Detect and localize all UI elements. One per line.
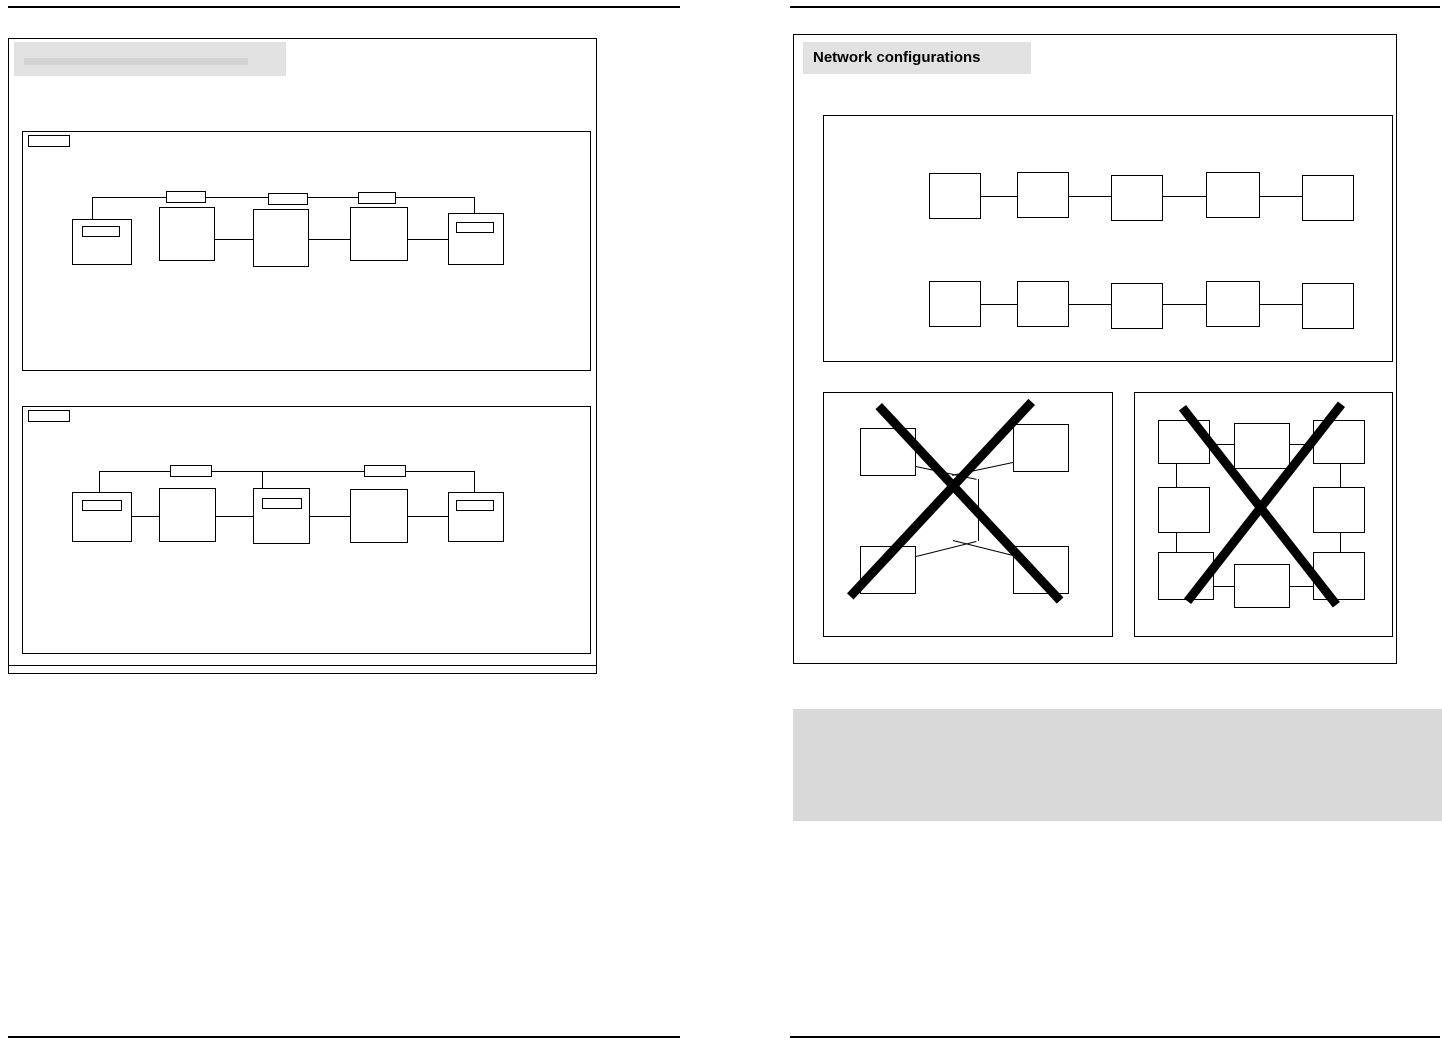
grid-b-link-3-5 <box>1340 464 1341 487</box>
upper-node-3 <box>253 209 309 267</box>
linear-row2-link-4-5 <box>1260 304 1302 305</box>
lower-link-3-4 <box>310 516 350 517</box>
upper-link-3-4 <box>309 239 350 240</box>
grid-b-link-6-7 <box>1214 586 1234 587</box>
lower-link-2-3 <box>216 516 253 517</box>
header-rule-left <box>8 6 680 8</box>
linear-row1-node-5 <box>1302 175 1354 221</box>
upper-panel-caption-tag <box>28 135 70 147</box>
linear-row2-link-2-3 <box>1069 304 1111 305</box>
lower-bus-tag-1 <box>170 465 212 477</box>
mesh-a-node-tr <box>1013 424 1069 472</box>
footer-rule-left <box>8 1036 680 1038</box>
grid-b-node-7 <box>1234 564 1290 608</box>
linear-row1-node-1 <box>929 173 981 219</box>
linear-row2-node-4 <box>1206 281 1260 327</box>
lower-node-2 <box>159 488 216 542</box>
lower-node-4 <box>350 489 408 543</box>
linear-row1-node-2 <box>1017 172 1069 218</box>
upper-bus-tag-3 <box>358 192 396 204</box>
upper-link-2-3 <box>215 239 253 240</box>
lower-bus-tag-2 <box>364 465 406 477</box>
grid-b-link-7-8 <box>1290 586 1313 587</box>
linear-row1-link-1-2 <box>981 196 1017 197</box>
footer-rule-right <box>790 1036 1440 1038</box>
linear-row1-node-4 <box>1206 172 1260 218</box>
figure-title: Network configurations <box>813 49 981 66</box>
upper-node-5 <box>448 213 504 265</box>
upper-node-2 <box>159 207 215 261</box>
grid-b-node-5 <box>1313 487 1365 533</box>
left-header-redacted-text <box>24 58 248 65</box>
upper-link-4-5 <box>408 239 448 240</box>
linear-row2-link-3-4 <box>1163 304 1206 305</box>
lower-link-4-5 <box>408 516 448 517</box>
grid-b-link-4-6 <box>1176 533 1177 552</box>
linear-row2-node-1 <box>929 281 981 327</box>
header-rule-right <box>790 6 1440 8</box>
grid-b-node-2 <box>1234 423 1290 469</box>
linear-row2-node-2 <box>1017 281 1069 327</box>
lower-node-3-tag <box>262 498 302 509</box>
upper-node-1-tag <box>82 226 120 237</box>
lower-node-1-tag <box>82 500 122 511</box>
lower-link-1-2 <box>132 516 159 517</box>
linear-row1-link-4-5 <box>1260 196 1302 197</box>
upper-node-5-tag <box>456 222 494 233</box>
grid-b-link-1-4 <box>1176 464 1177 487</box>
upper-bus-tag-1 <box>166 191 206 203</box>
lower-node-5-tag <box>456 500 494 511</box>
upper-node-4 <box>350 207 408 261</box>
linear-row1-link-2-3 <box>1069 196 1111 197</box>
upper-bus-tag-2 <box>268 193 308 205</box>
figure-caption-block <box>793 709 1442 821</box>
linear-row2-node-5 <box>1302 283 1354 329</box>
grid-b-node-4 <box>1158 487 1210 533</box>
linear-row2-node-3 <box>1111 283 1163 329</box>
grid-b-link-5-8 <box>1340 533 1341 552</box>
linear-row2-link-1-2 <box>981 304 1017 305</box>
linear-row1-link-3-4 <box>1163 196 1206 197</box>
upper-bus-drop-left <box>92 197 93 221</box>
lower-bus-line <box>99 471 474 472</box>
lower-panel-caption-tag <box>28 410 70 422</box>
lower-node-3 <box>253 488 310 544</box>
left-frame-inner-divider <box>9 665 596 666</box>
linear-row1-node-3 <box>1111 175 1163 221</box>
